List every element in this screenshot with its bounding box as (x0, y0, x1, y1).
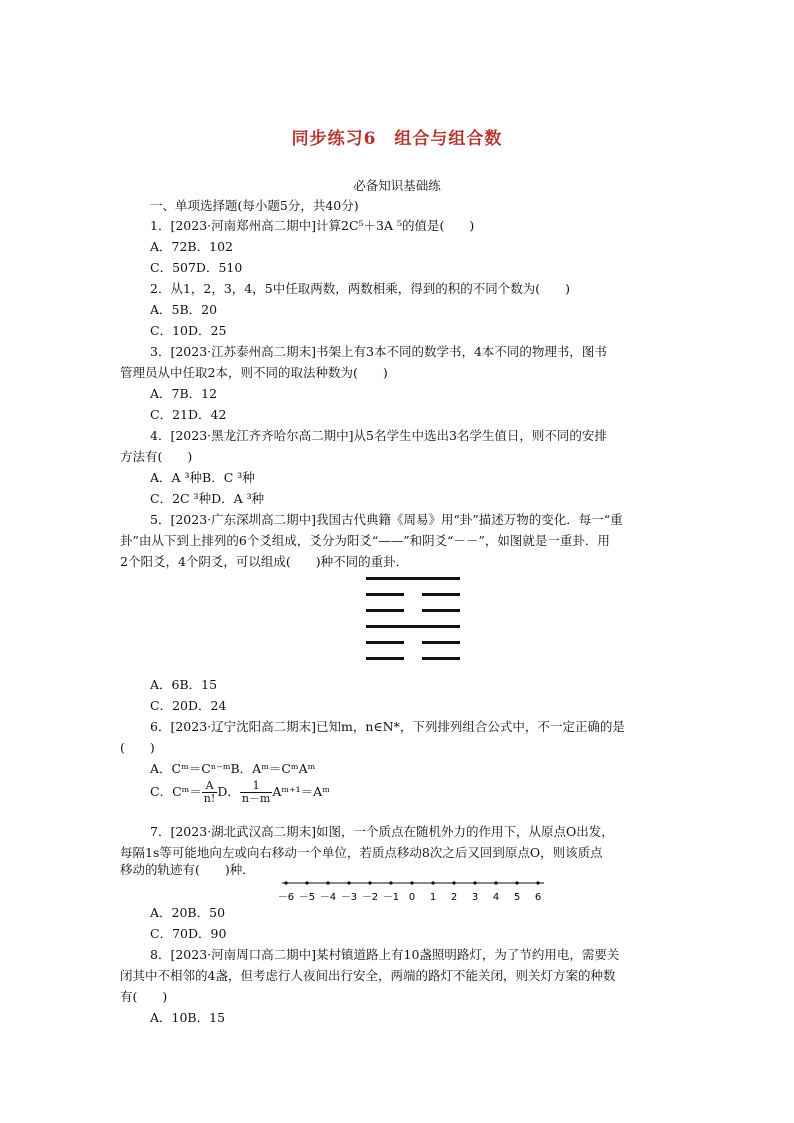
number-line-tick-label: 1 (429, 892, 437, 903)
question-6-options-ab: A．Cᵐ＝Cⁿ⁻ᵐB．Aᵐ＝CᵐAᵐ (150, 761, 316, 776)
question-8-stem-line3: 有( ) (120, 989, 168, 1004)
question-5-stem-line1: 5．[2023·广东深圳高二期中]我国古代典籍《周易》用“卦”描述万物的变化．每一“重 (150, 512, 623, 527)
page-title: 同步练习6 组合与组合数 (291, 129, 503, 149)
yin-line-segment (422, 641, 460, 644)
question-2-options-cd: C．10D．25 (150, 323, 227, 338)
question-4-stem-line1: 4．[2023·黑龙江齐齐哈尔高二期中]从5名学生中选出3名学生值日，则不同的安排 (150, 428, 607, 443)
number-line-point (494, 881, 497, 884)
question-6-stem-line1: 6．[2023·辽宁沈阳高二期末]已知m，n∈N*，下列排列组合公式中，不一定正确的是 (150, 719, 625, 734)
question-1-stem: 1．[2023·河南郑州高二期中]计算2C⁵＋3A ⁵的值是( ) (150, 218, 475, 233)
yin-line-segment (366, 641, 404, 644)
question-7-options-cd: C．70D．90 (150, 926, 227, 941)
fraction-one-over-n-minus-m (240, 780, 273, 805)
number-line-point (347, 881, 350, 884)
number-line-tick-label: 4 (492, 892, 500, 903)
number-line-point (389, 881, 392, 884)
number-line-tick-label: 6 (534, 892, 542, 903)
question-3-stem-line1: 3．[2023·江苏泰州高二期末]书架上有3本不同的数学书，4本不同的物理书，图书 (150, 344, 607, 359)
number-line-point (410, 881, 413, 884)
number-line-point (473, 881, 476, 884)
number-line-tick-label: －2 (361, 892, 379, 903)
question-8-options-ab: A．10B．15 (150, 1010, 226, 1025)
number-line-point (368, 881, 371, 884)
number-line-tick-label: －3 (340, 892, 358, 903)
fraction-denominator: n－m (241, 792, 271, 805)
question-1-options-cd: C．507D．510 (150, 260, 243, 275)
yin-line-segment (366, 609, 404, 612)
number-line-point (431, 881, 434, 884)
question-3-stem-line2: 管理员从中任取2本，则不同的取法种数为( ) (120, 365, 388, 380)
question-5-stem-line3: 2个阳爻，4个阴爻，可以组成( )种不同的重卦． (120, 554, 409, 569)
question-7-stem-line2: 每隔1s等可能地向左或向右移动一个单位，若质点移动8次之后又回到原点O，则该质点 (120, 845, 603, 860)
number-line-tick-label: －5 (298, 892, 316, 903)
number-line-figure (278, 876, 548, 904)
option-c-prefix: C．Cᵐ＝ (150, 784, 202, 799)
question-6-options-cd (150, 779, 330, 805)
question-2-options-ab: A．5B．20 (150, 302, 218, 317)
number-line-point (536, 881, 539, 884)
question-5-options-ab: A．6B．15 (150, 677, 218, 692)
question-1-options-ab: A．72B．102 (150, 239, 233, 254)
number-line-point (305, 881, 308, 884)
number-line-point (452, 881, 455, 884)
yin-line-segment (422, 593, 460, 596)
question-7-stem-line1: 7．[2023·湖北武汉高二期末]如图，一个质点在随机外力的作用下，从原点O出发， (150, 824, 614, 839)
question-4-options-ab: A．A ³种B．C ³种 (150, 470, 255, 485)
question-4-options-cd: C．2C ³种D．A ³种 (150, 491, 265, 506)
question-2-stem: 2．从1，2，3，4，5中任取两数，两数相乘，得到的积的不同个数为( ) (150, 281, 570, 296)
number-line-tick-label: 5 (513, 892, 521, 903)
question-3-options-cd: C．21D．42 (150, 407, 227, 422)
number-line-tick-label: －4 (319, 892, 337, 903)
fraction-denominator: n! (203, 792, 216, 805)
part-heading: 一、单项选择题(每小题5分，共40分) (150, 198, 359, 213)
question-5-stem-line2: 卦”由从下到上排列的6个爻组成，爻分为阳爻“——”和阴爻“－－”，如图就是一重卦．用 (120, 533, 610, 548)
yin-line-segment (422, 657, 460, 660)
number-line-tick-label: 3 (471, 892, 479, 903)
number-line-point (284, 881, 287, 884)
fraction-numerator: A (202, 780, 218, 793)
number-line-tick-label: 0 (408, 892, 416, 903)
number-line-tick-label: 2 (450, 892, 458, 903)
yin-line-segment (422, 609, 460, 612)
question-8-stem-line2: 闭其中不相邻的4盏，但考虑行人夜间出行安全，两端的路灯不能关闭，则关灯方案的种数 (120, 968, 616, 983)
yang-line (366, 625, 460, 628)
option-d-suffix: Aᵐ⁺¹＝Aᵐ (272, 784, 330, 799)
option-d-prefix: D． (217, 784, 240, 799)
yin-line-segment (366, 657, 404, 660)
question-6-stem-line2: ( ) (120, 740, 155, 755)
yang-line (366, 577, 460, 580)
number-line-tick-label: －1 (382, 892, 400, 903)
question-7-options-ab: A．20B．50 (150, 905, 226, 920)
fraction-a-over-n-factorial (202, 780, 218, 805)
number-line-svg (278, 876, 548, 904)
number-line-point (515, 881, 518, 884)
hexagram-figure (366, 575, 460, 665)
question-5-options-cd: C．20D．24 (150, 698, 227, 713)
yin-line-segment (366, 593, 404, 596)
question-8-stem-line1: 8．[2023·河南周口高二期中]某村镇道路上有10盏照明路灯，为了节约用电，需要关 (150, 947, 620, 962)
fraction-numerator: 1 (240, 780, 273, 793)
section-heading: 必备知识基础练 (353, 178, 441, 193)
question-3-options-ab: A．7B．12 (150, 386, 218, 401)
number-line-tick-label: －6 (278, 892, 295, 903)
question-7-stem-line3: 移动的轨迹有( )种． (120, 862, 255, 877)
question-4-stem-line2: 方法有( ) (120, 449, 193, 464)
number-line-point (326, 881, 329, 884)
